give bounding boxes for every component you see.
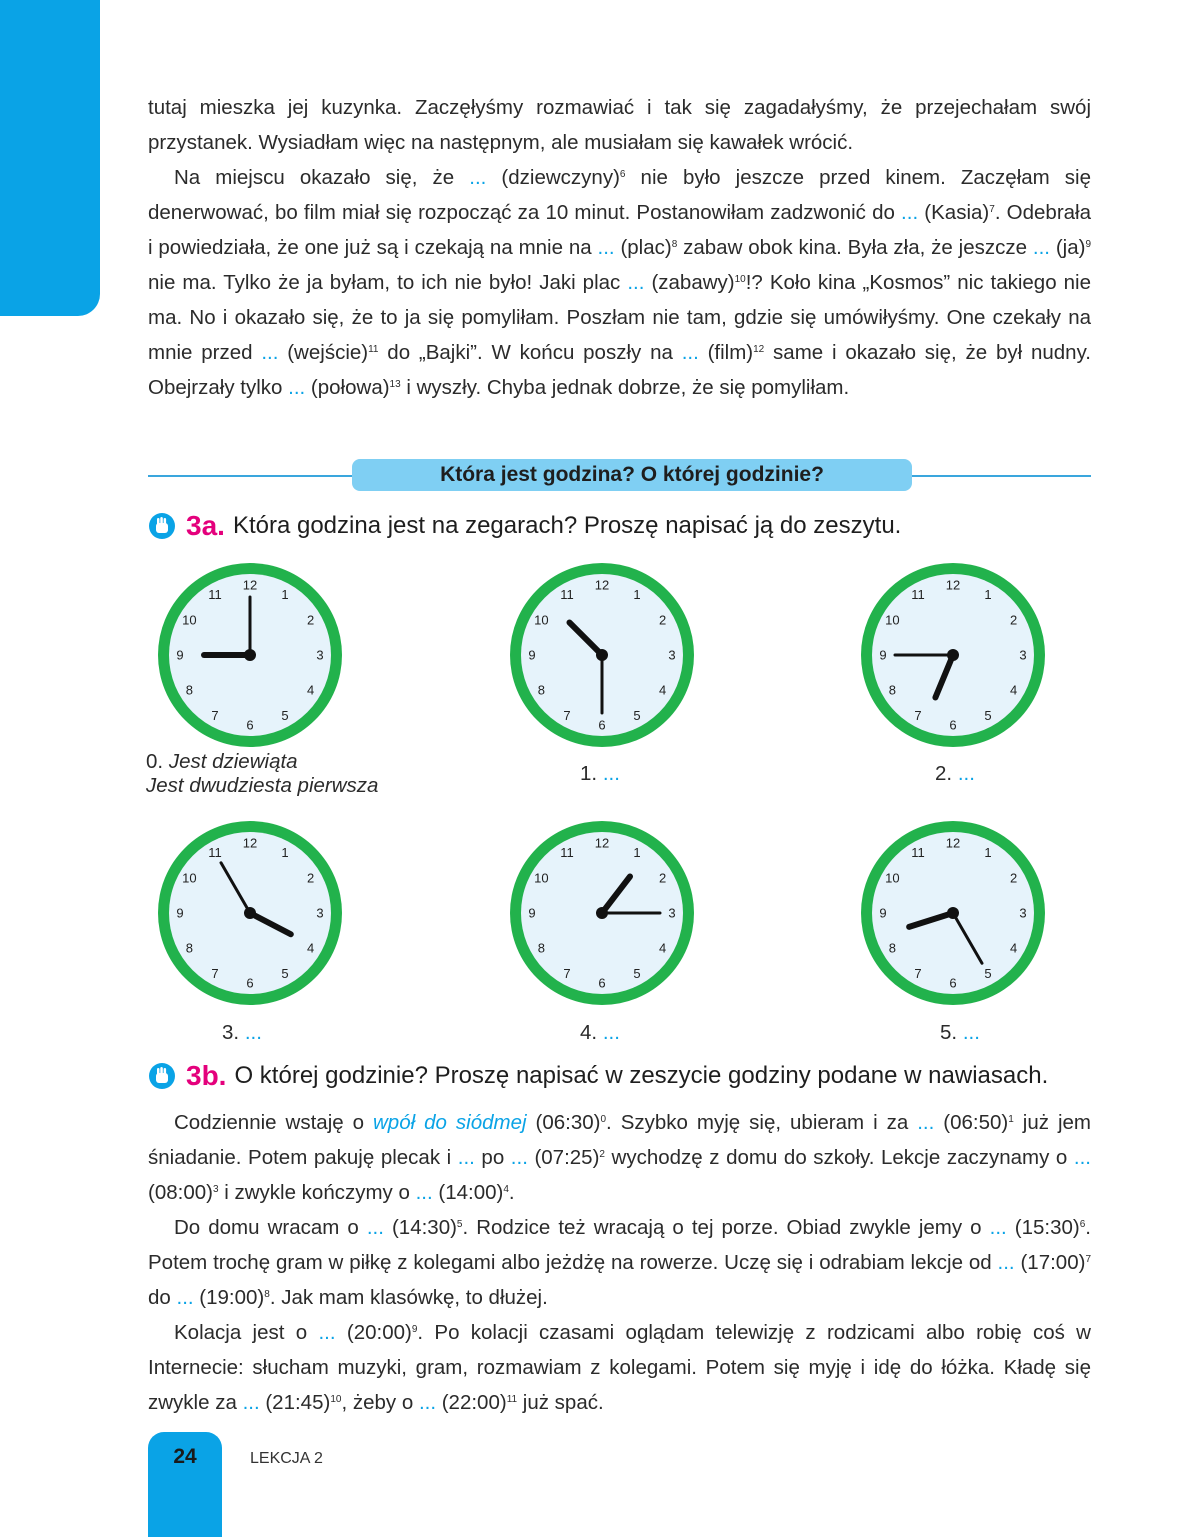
footnote-number: 8 (264, 1289, 270, 1300)
caption-1 (580, 762, 620, 786)
example-answer: wpół do siódmej (373, 1111, 527, 1134)
clock-number: 5 (281, 708, 289, 724)
clock-number: 8 (537, 940, 545, 956)
clock-number: 2 (307, 870, 315, 886)
clock-number: 2 (659, 612, 667, 628)
caption-3-number: 3. (222, 1021, 240, 1044)
footnote-number: 0 (600, 1114, 607, 1125)
blank-dots: ... (418, 1391, 437, 1414)
clock-number: 1 (633, 844, 641, 860)
caption-5-number: 5. (940, 1021, 958, 1044)
footnote-number: 9 (411, 1324, 418, 1335)
clock-number: 1 (984, 844, 992, 860)
blank-dots: ... (627, 271, 645, 294)
paragraph-2: Na miejscu okazało się, że ... (dziewczyny)$^6$ nie było jeszcze przed kinem. Zaczęłam się denerwować, bo film miał się rozpocząć za 10 minut. Postanowiłam zadzwonić do ... (Kasia)$^7$. Odebrała i powiedziała, że one już są i czekają na mnie na ... (plac)$^8$ zabaw obok kina. Była zła, że jeszcze ... (ja)$^9$ nie ma. Tylko że ja byłam, to ich nie było! Jaki plac ... (zabawy)$^{10}$!? Koło kina „Kosmos” nic takiego nie ma. No i okazało się, że to ja się pomyliłam. Poszłam nie tam, gdzie się umówiłyśmy. One czekały na mnie przed ... (wejście)$^{11}$ do „Bajki”. W końcu poszły na ... (film)$^{12}$ same i okazało się, że był nudny. Obejrzały tylko ... (połowa)$^{13}$ i wyszły. Chyba jednak dobrze, że się pomyliłam. (148, 166, 1092, 399)
clock-number: 8 (537, 682, 545, 698)
clock-number: 6 (246, 975, 254, 991)
clock-number: 4 (659, 682, 667, 698)
clock-number: 4 (1010, 682, 1018, 698)
text-3b-paragraph-1: Codziennie wstaję o wpół do siódmej (06:30)$^0$. Szybko myję się, ubieram i za ... (06:50)$^1$ już jem śniadanie. Potem pakuję plecak i ... po ... (07:25)$^2$ wychodzę z domu do szkoły. Lekcje zaczynamy o ... (08:00)$^3$ i zwykle kończymy o ... (14:00)$^4$. (148, 1111, 1091, 1204)
blank-dots: ... (997, 1251, 1015, 1274)
clock-number: 10 (534, 612, 549, 628)
footnote-number: 13 (389, 379, 401, 390)
caption-2 (935, 762, 975, 786)
blank-dots: ... (989, 1216, 1007, 1239)
text-3b-paragraph-2: Do domu wracam o ... (14:30)$^5$. Rodzice też wracają o tej porze. Obiad zwykle jemy o ... (15:30)$^6$. Potem trochę gram w piłkę z kolegami albo jeżdżę na rowerze. Uczę się i odrabiam lekcje od ... (17:00)$^7$ do ... (19:00)$^8$. Jak mam klasówkę, to dłużej. (148, 1216, 1091, 1309)
blank-dots: ... (510, 1146, 528, 1169)
footnote-number: 9 (1085, 239, 1091, 250)
paragraph-1: tutaj mieszka jej kuzynka. Zaczęłyśmy rozmawiać i tak się zagadałyśmy, że przejechałam swój przystanek. Wysiadłam więc na następnym, ale musiałam się kawałek wrócić. (148, 96, 1091, 154)
task-3b-instruction: O której godzinie? Proszę napisać w zeszycie godziny podane w nawiasach. (234, 1062, 1049, 1089)
clock-number: 12 (594, 835, 610, 851)
clock-number: 4 (307, 940, 315, 956)
clock-number: 7 (563, 708, 571, 724)
blank-dots: ... (261, 341, 279, 364)
footnote-number: 6 (619, 169, 626, 180)
clock-number: 12 (945, 577, 961, 593)
clock-number: 3 (668, 905, 676, 921)
caption-5 (940, 1021, 980, 1045)
clock-number: 6 (598, 975, 606, 991)
blank-dots: ... (366, 1216, 384, 1239)
clock-number: 8 (888, 682, 896, 698)
clock-number: 3 (1019, 905, 1027, 921)
clock-number: 11 (911, 586, 925, 602)
blank-dots: ... (1032, 236, 1050, 259)
caption-4-blank: ... (602, 1021, 620, 1044)
clock-5 (855, 815, 1051, 1011)
clock-number: 6 (949, 717, 957, 733)
clock-number: 1 (984, 586, 992, 602)
clock-number: 11 (911, 844, 925, 860)
task-3a-heading (148, 508, 901, 544)
footnote-number: 8 (671, 239, 678, 250)
clock-number: 8 (185, 682, 193, 698)
blank-dots: ... (318, 1321, 336, 1344)
footnote-number: 5 (456, 1219, 463, 1230)
footnote-number: 12 (753, 344, 765, 355)
clock-number: 2 (1010, 870, 1018, 886)
text-3b-paragraph-3: Kolacja jest o ... (20:00)$^9$. Po kolacji czasami oglądam telewizję z rodzicami albo robię coś w Internecie: słucham muzyki, gram, rozmawiam z kolegami. Potem się myję i idę do łóżka. Kładę się zwykle za ... (21:45)$^{10}$, żeby o ... (22:00)$^{11}$ już spać. (148, 1321, 1091, 1414)
clock-number: 12 (242, 577, 258, 593)
clock-number: 2 (659, 870, 667, 886)
clock-number: 4 (1010, 940, 1018, 956)
clock-2 (855, 557, 1051, 753)
clock-number: 9 (176, 905, 184, 921)
clock-number: 10 (885, 870, 900, 886)
blank-dots: ... (901, 201, 919, 224)
clock-center (947, 649, 959, 661)
clock-number: 7 (211, 966, 219, 982)
caption-3-blank: ... (244, 1021, 262, 1044)
footnote-number: 10 (330, 1394, 342, 1405)
clock-number: 5 (633, 708, 641, 724)
blank-dots: ... (597, 236, 615, 259)
clock-number: 7 (563, 966, 571, 982)
caption-1-number: 1. (580, 762, 598, 785)
caption-2-blank: ... (957, 762, 975, 785)
blank-dots: ... (469, 166, 487, 189)
clock-number: 3 (668, 647, 676, 663)
clock-number: 10 (182, 612, 197, 628)
blank-dots: ... (457, 1146, 475, 1169)
footnote-number: 6 (1079, 1219, 1086, 1230)
caption-4-number: 4. (580, 1021, 598, 1044)
clock-center (947, 907, 959, 919)
caption-5-blank: ... (962, 1021, 980, 1044)
clock-number: 11 (560, 586, 574, 602)
caption-4 (580, 1021, 620, 1045)
clock-center (596, 907, 608, 919)
caption-0-answer-2: Jest dwudziesta pierwsza (146, 774, 379, 797)
clock-number: 8 (888, 940, 896, 956)
footnote-number: 11 (506, 1394, 518, 1405)
task-3a-instruction: Która godzina jest na zegarach? Proszę napisać ją do zeszytu. (232, 512, 902, 539)
clock-number: 3 (316, 647, 324, 663)
clock-3 (152, 815, 348, 1011)
hand-icon (148, 1062, 176, 1090)
clock-center (596, 649, 608, 661)
clock-number: 9 (879, 905, 887, 921)
footnote-number: 1 (1008, 1114, 1014, 1125)
clock-number: 10 (885, 612, 900, 628)
clock-number: 9 (879, 647, 887, 663)
clock-number: 4 (659, 940, 667, 956)
clock-number: 5 (633, 966, 641, 982)
section-title: Która jest godzina? O której godzinie? (352, 459, 912, 491)
caption-0 (146, 750, 378, 798)
blank-dots: ... (1073, 1146, 1091, 1169)
clock-number: 6 (246, 717, 254, 733)
task-3a-number: 3a. (186, 510, 225, 541)
clock-number: 2 (307, 612, 315, 628)
clock-center (244, 907, 256, 919)
clock-number: 11 (560, 844, 574, 860)
clock-number: 7 (211, 708, 219, 724)
footnote-number: 11 (368, 344, 379, 355)
task-3b-number: 3b. (186, 1060, 227, 1091)
clock-1 (504, 557, 700, 753)
clock-number: 9 (528, 905, 536, 921)
clock-number: 7 (914, 966, 922, 982)
clock-number: 12 (594, 577, 610, 593)
hand-icon (148, 512, 176, 540)
blank-dots: ... (917, 1111, 935, 1134)
blank-dots: ... (242, 1391, 260, 1414)
side-color-tab (0, 0, 100, 316)
clock-number: 5 (281, 966, 289, 982)
blank-dots: ... (176, 1286, 194, 1309)
caption-0-number: 0. (146, 750, 164, 773)
clock-number: 9 (176, 647, 184, 663)
clock-number: 4 (307, 682, 315, 698)
clock-number: 9 (528, 647, 536, 663)
clock-number: 1 (281, 586, 289, 602)
caption-3 (222, 1021, 262, 1045)
reading-text (148, 90, 1091, 405)
clock-number: 12 (242, 835, 258, 851)
footnote-number: 10 (734, 274, 746, 285)
caption-2-number: 2. (935, 762, 953, 785)
clock-0 (152, 557, 348, 753)
clock-number: 1 (633, 586, 641, 602)
clock-number: 2 (1010, 612, 1018, 628)
clock-number: 12 (945, 835, 961, 851)
clock-number: 3 (1019, 647, 1027, 663)
clock-number: 10 (534, 870, 549, 886)
clock-number: 11 (208, 844, 222, 860)
footnote-number: 7 (989, 204, 995, 215)
clock-number: 1 (281, 844, 289, 860)
clock-number: 5 (984, 966, 992, 982)
lesson-label: LEKCJA 2 (250, 1450, 323, 1467)
blank-dots: ... (415, 1181, 433, 1204)
clock-number: 7 (914, 708, 922, 724)
clock-number: 5 (984, 708, 992, 724)
clock-number: 6 (598, 717, 606, 733)
clock-number: 11 (208, 586, 222, 602)
footnote-number: 7 (1085, 1254, 1091, 1265)
clock-number: 3 (316, 905, 324, 921)
caption-0-answer-1: Jest dziewiąta (168, 750, 298, 773)
page-number: 24 (173, 1445, 197, 1468)
text-3b (148, 1105, 1091, 1420)
clock-number: 8 (185, 940, 193, 956)
clock-number: 6 (949, 975, 957, 991)
blank-dots: ... (681, 341, 699, 364)
footnote-number: 2 (599, 1149, 605, 1160)
clock-center (244, 649, 256, 661)
footnote-number: 4 (503, 1184, 509, 1195)
clock-4 (504, 815, 700, 1011)
blank-dots: ... (288, 376, 306, 399)
footnote-number: 3 (212, 1184, 219, 1195)
clock-number: 10 (182, 870, 197, 886)
caption-1-blank: ... (602, 762, 620, 785)
task-3b-heading (148, 1058, 1048, 1094)
